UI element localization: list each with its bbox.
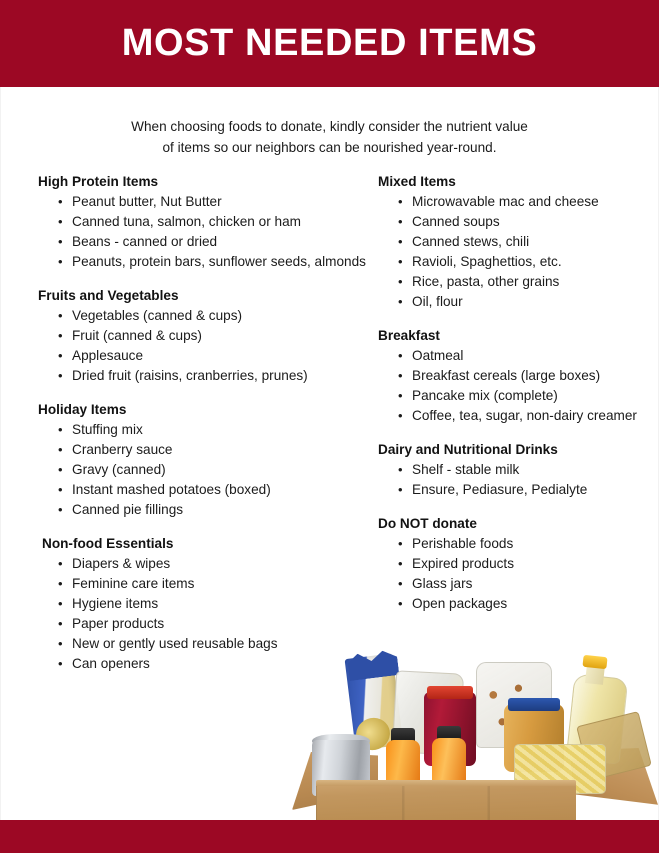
section-item-list <box>378 346 653 426</box>
list-item: • Diapers & wipes <box>58 554 368 574</box>
list-item: • Canned soups <box>398 212 653 232</box>
list-item: • Hygiene items <box>58 594 368 614</box>
section <box>378 172 653 312</box>
list-item: • Glass jars <box>398 574 653 594</box>
list-item: • Pancake mix (complete) <box>398 386 653 406</box>
list-item: • Cranberry sauce <box>58 440 368 460</box>
list-item: • Can openers <box>58 654 368 674</box>
list-item: • Canned pie fillings <box>58 500 368 520</box>
list-item: • Rice, pasta, other grains <box>398 272 653 292</box>
section <box>378 440 653 500</box>
section-item-list <box>38 306 368 386</box>
section-heading: Dairy and Nutritional Drinks <box>378 442 558 457</box>
section-item-list <box>378 192 653 312</box>
list-item: • Feminine care items <box>58 574 368 594</box>
section-heading: Breakfast <box>378 328 440 343</box>
content-columns <box>0 172 659 692</box>
list-item: • Fruit (canned & cups) <box>58 326 368 346</box>
list-item: • Ensure, Pediasure, Pedialyte <box>398 480 653 500</box>
header-banner <box>0 0 659 87</box>
list-item: • Paper products <box>58 614 368 634</box>
footer-banner <box>0 820 659 853</box>
list-item: • Oatmeal <box>398 346 653 366</box>
list-item: • Instant mashed potatoes (boxed) <box>58 480 368 500</box>
list-item: • Canned tuna, salmon, chicken or ham <box>58 212 368 232</box>
list-item: • Ravioli, Spaghettios, etc. <box>398 252 653 272</box>
section <box>38 172 368 272</box>
section <box>38 400 368 520</box>
section <box>38 286 368 386</box>
section-heading: Non-food Essentials <box>42 536 174 551</box>
list-item: • Open packages <box>398 594 653 614</box>
list-item: • Vegetables (canned & cups) <box>58 306 368 326</box>
section-heading: Holiday Items <box>38 402 127 417</box>
list-item: • Expired products <box>398 554 653 574</box>
page-title: MOST NEEDED ITEMS <box>121 21 538 64</box>
section <box>378 326 653 426</box>
section-item-list <box>38 192 368 272</box>
list-item: • Oil, flour <box>398 292 653 312</box>
subtitle-line-1: When choosing foods to donate, kindly consider the nutrient value <box>131 119 528 134</box>
section-item-list <box>378 460 653 500</box>
list-item: • Gravy (canned) <box>58 460 368 480</box>
list-item: • Microwavable mac and cheese <box>398 192 653 212</box>
section <box>378 514 653 614</box>
list-item: • Beans - canned or dried <box>58 232 368 252</box>
list-item: • Stuffing mix <box>58 420 368 440</box>
donation-box-image <box>290 648 659 833</box>
left-column <box>38 172 368 674</box>
list-item: • Breakfast cereals (large boxes) <box>398 366 653 386</box>
right-column <box>378 172 653 614</box>
subtitle-block <box>0 116 659 158</box>
list-item: • Perishable foods <box>398 534 653 554</box>
list-item: • Coffee, tea, sugar, non-dairy creamer <box>398 406 653 426</box>
list-item: • New or gently used reusable bags <box>58 634 368 654</box>
list-item: • Shelf - stable milk <box>398 460 653 480</box>
jam-jar-lid-icon <box>427 686 473 699</box>
list-item: • Peanut butter, Nut Butter <box>58 192 368 212</box>
section-heading: Do NOT donate <box>378 516 477 531</box>
section-heading: Fruits and Vegetables <box>38 288 179 303</box>
list-item: • Peanuts, protein bars, sunflower seeds, almonds <box>58 252 368 272</box>
subtitle-line-2: of items so our neighbors can be nourished year-round. <box>162 140 497 155</box>
section-heading: High Protein Items <box>38 174 159 189</box>
list-item: • Applesauce <box>58 346 368 366</box>
list-item: • Dried fruit (raisins, cranberries, prunes) <box>58 366 368 386</box>
peanut-butter-lid-icon <box>508 698 560 711</box>
section-item-list <box>378 534 653 614</box>
section-heading: Mixed Items <box>378 174 456 189</box>
cooking-oil-cap-icon <box>582 655 607 669</box>
section-item-list <box>38 420 368 520</box>
list-item: • Canned stews, chili <box>398 232 653 252</box>
